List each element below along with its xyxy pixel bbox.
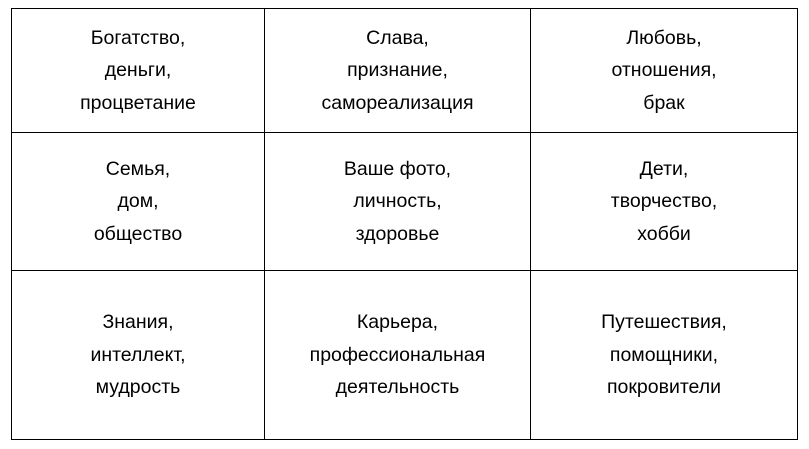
cell-line: Карьера, xyxy=(356,311,439,334)
cell-line: Ваше фото, xyxy=(343,157,452,180)
cell-line: Семья, xyxy=(105,157,171,180)
cell-line: мудрость xyxy=(95,376,181,399)
cell-family xyxy=(12,133,265,270)
cell-line: Путешествия, xyxy=(601,311,727,334)
cell-line: процветание xyxy=(80,91,196,114)
cell-line: профессиональная xyxy=(309,343,486,366)
cell-line: Слава, xyxy=(366,26,429,49)
cell-line: деятельность xyxy=(335,376,460,399)
cell-love xyxy=(531,9,798,133)
cell-line: интеллект, xyxy=(90,343,186,366)
cell-children xyxy=(531,133,798,270)
cell-line: Знания, xyxy=(102,311,174,334)
cell-wealth xyxy=(12,9,265,133)
cell-line: Любовь, xyxy=(626,26,702,49)
table-row xyxy=(12,270,798,439)
cell-line: здоровье xyxy=(355,222,440,245)
cell-line: признание, xyxy=(347,59,448,82)
cell-knowledge xyxy=(12,270,265,439)
cell-line: деньги, xyxy=(104,59,172,82)
cell-line: помощники, xyxy=(609,343,719,366)
cell-travel xyxy=(531,270,798,439)
cell-career xyxy=(265,270,531,439)
cell-line: творчество, xyxy=(610,190,718,213)
bagua-grid-table xyxy=(11,8,798,440)
cell-line: брак xyxy=(643,91,685,114)
cell-line: отношения, xyxy=(611,59,717,82)
cell-line: дом, xyxy=(117,190,159,213)
cell-line: самореализация xyxy=(321,91,474,114)
table-row xyxy=(12,133,798,270)
cell-line: покровители xyxy=(606,376,722,399)
cell-line: Богатство, xyxy=(90,26,186,49)
cell-line: Дети, xyxy=(639,157,689,180)
cell-line: хобби xyxy=(637,222,691,245)
cell-fame xyxy=(265,9,531,133)
table-row xyxy=(12,9,798,133)
cell-line: общество xyxy=(93,222,183,245)
cell-line: личность, xyxy=(353,190,442,213)
cell-center-photo xyxy=(265,133,531,270)
